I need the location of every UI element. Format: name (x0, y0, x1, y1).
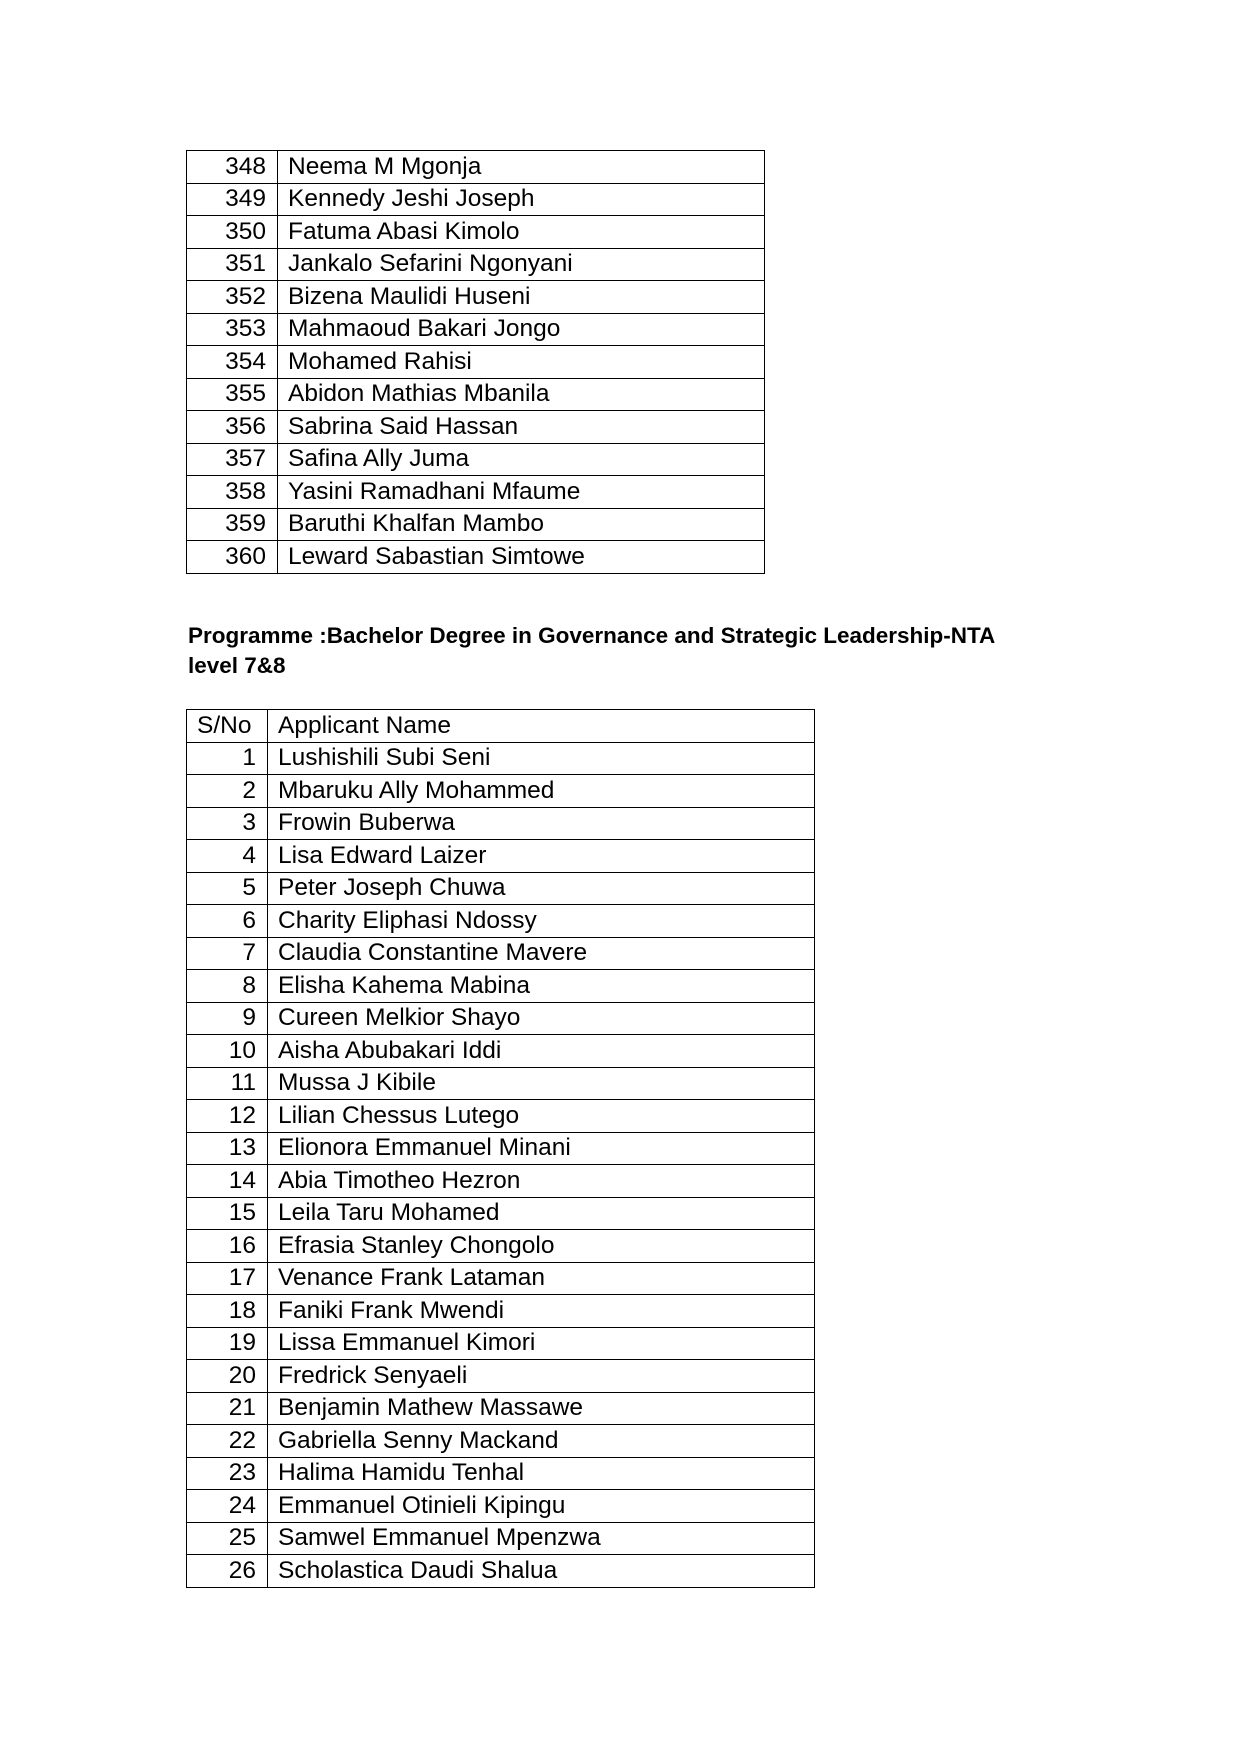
row-number: 20 (187, 1360, 268, 1393)
table-row (187, 1035, 815, 1068)
row-number: 8 (187, 970, 268, 1003)
applicant-table-governance-body (187, 742, 815, 1587)
table-row (187, 1067, 815, 1100)
row-number: 3 (187, 807, 268, 840)
table-row (187, 411, 765, 444)
row-number: 359 (187, 508, 278, 541)
table-row (187, 1490, 815, 1523)
row-number: 21 (187, 1392, 268, 1425)
table-row (187, 1262, 815, 1295)
applicant-name: Aisha Abubakari Iddi (268, 1035, 815, 1068)
applicant-name: Mohamed Rahisi (278, 346, 765, 379)
table-header-row (187, 710, 815, 743)
table-row (187, 508, 765, 541)
applicant-name: Neema M Mgonja (278, 151, 765, 184)
table-row (187, 1555, 815, 1588)
table-row (187, 1132, 815, 1165)
applicant-name: Abia Timotheo Hezron (268, 1165, 815, 1198)
applicant-name: Mussa J Kibile (268, 1067, 815, 1100)
table-row (187, 1457, 815, 1490)
applicant-name: Emmanuel Otinieli Kipingu (268, 1490, 815, 1523)
applicant-name: Leila Taru Mohamed (268, 1197, 815, 1230)
applicant-name: Frowin Buberwa (268, 807, 815, 840)
row-number: 10 (187, 1035, 268, 1068)
row-number: 357 (187, 443, 278, 476)
table-row (187, 443, 765, 476)
applicant-name: Elionora Emmanuel Minani (268, 1132, 815, 1165)
applicant-name: Venance Frank Lataman (268, 1262, 815, 1295)
table-row (187, 840, 815, 873)
applicant-table-continued (186, 150, 765, 574)
row-number: 360 (187, 541, 278, 574)
row-number: 351 (187, 248, 278, 281)
table-row (187, 872, 815, 905)
applicant-name: Bizena Maulidi Huseni (278, 281, 765, 314)
table-row (187, 970, 815, 1003)
applicant-name: Charity Eliphasi Ndossy (268, 905, 815, 938)
table-row (187, 905, 815, 938)
applicant-name: Lissa Emmanuel Kimori (268, 1327, 815, 1360)
row-number: 11 (187, 1067, 268, 1100)
applicant-name: Samwel Emmanuel Mpenzwa (268, 1522, 815, 1555)
row-number: 354 (187, 346, 278, 379)
applicant-name: Lisa Edward Laizer (268, 840, 815, 873)
applicant-name: Halima Hamidu Tenhal (268, 1457, 815, 1490)
applicant-name: Gabriella Senny Mackand (268, 1425, 815, 1458)
applicant-name: Mahmaoud Bakari Jongo (278, 313, 765, 346)
table-row (187, 1392, 815, 1425)
row-number: 349 (187, 183, 278, 216)
table-row (187, 937, 815, 970)
applicant-name: Benjamin Mathew Massawe (268, 1392, 815, 1425)
applicant-name: Yasini Ramadhani Mfaume (278, 476, 765, 509)
applicant-name: Cureen Melkior Shayo (268, 1002, 815, 1035)
applicant-name: Baruthi Khalfan Mambo (278, 508, 765, 541)
row-number: 23 (187, 1457, 268, 1490)
applicant-name: Lilian Chessus Lutego (268, 1100, 815, 1133)
applicant-name: Faniki Frank Mwendi (268, 1295, 815, 1328)
applicant-name: Mbaruku Ally Mohammed (268, 775, 815, 808)
applicant-name: Abidon Mathias Mbanila (278, 378, 765, 411)
table-row (187, 742, 815, 775)
table-row (187, 476, 765, 509)
row-number: 353 (187, 313, 278, 346)
row-number: 6 (187, 905, 268, 938)
row-number: 5 (187, 872, 268, 905)
row-number: 13 (187, 1132, 268, 1165)
table-row (187, 313, 765, 346)
applicant-name: Kennedy Jeshi Joseph (278, 183, 765, 216)
table-row (187, 541, 765, 574)
row-number: 4 (187, 840, 268, 873)
row-number: 348 (187, 151, 278, 184)
applicant-name: Jankalo Sefarini Ngonyani (278, 248, 765, 281)
table-row (187, 248, 765, 281)
row-number: 15 (187, 1197, 268, 1230)
applicant-name: Fredrick Senyaeli (268, 1360, 815, 1393)
applicant-name: Safina Ally Juma (278, 443, 765, 476)
row-number: 26 (187, 1555, 268, 1588)
table-row (187, 1230, 815, 1263)
table-row (187, 151, 765, 184)
table-row (187, 807, 815, 840)
table-row (187, 1165, 815, 1198)
table-row (187, 1100, 815, 1133)
table-row (187, 281, 765, 314)
table-row (187, 346, 765, 379)
row-number: 19 (187, 1327, 268, 1360)
row-number: 350 (187, 216, 278, 249)
table-row (187, 183, 765, 216)
row-number: 17 (187, 1262, 268, 1295)
table-row (187, 1327, 815, 1360)
row-number: 14 (187, 1165, 268, 1198)
applicant-name: Efrasia Stanley Chongolo (268, 1230, 815, 1263)
applicant-name: Fatuma Abasi Kimolo (278, 216, 765, 249)
programme-heading: Programme :Bachelor Degree in Governance and Strategic Leadership-NTA level 7&8 (188, 623, 995, 678)
row-number: 22 (187, 1425, 268, 1458)
row-number: 1 (187, 742, 268, 775)
table-row (187, 1295, 815, 1328)
applicant-table-governance (186, 709, 815, 1588)
row-number: 7 (187, 937, 268, 970)
row-number: 16 (187, 1230, 268, 1263)
column-header-applicant-name: Applicant Name (268, 710, 815, 743)
row-number: 25 (187, 1522, 268, 1555)
table-row (187, 1425, 815, 1458)
applicant-name: Leward Sabastian Simtowe (278, 541, 765, 574)
column-header-sno: S/No (187, 710, 268, 743)
table-row (187, 1522, 815, 1555)
table-row (187, 775, 815, 808)
applicant-name: Elisha Kahema Mabina (268, 970, 815, 1003)
applicant-name: Scholastica Daudi Shalua (268, 1555, 815, 1588)
table-row (187, 216, 765, 249)
applicant-name: Claudia Constantine Mavere (268, 937, 815, 970)
row-number: 12 (187, 1100, 268, 1133)
applicant-name: Peter Joseph Chuwa (268, 872, 815, 905)
row-number: 352 (187, 281, 278, 314)
applicant-name: Lushishili Subi Seni (268, 742, 815, 775)
row-number: 2 (187, 775, 268, 808)
table-row (187, 378, 765, 411)
applicant-name: Sabrina Said Hassan (278, 411, 765, 444)
row-number: 9 (187, 1002, 268, 1035)
row-number: 356 (187, 411, 278, 444)
table-row (187, 1002, 815, 1035)
row-number: 24 (187, 1490, 268, 1523)
row-number: 358 (187, 476, 278, 509)
row-number: 18 (187, 1295, 268, 1328)
row-number: 355 (187, 378, 278, 411)
table-row (187, 1360, 815, 1393)
table-row (187, 1197, 815, 1230)
applicant-table-continued-body (187, 151, 765, 574)
